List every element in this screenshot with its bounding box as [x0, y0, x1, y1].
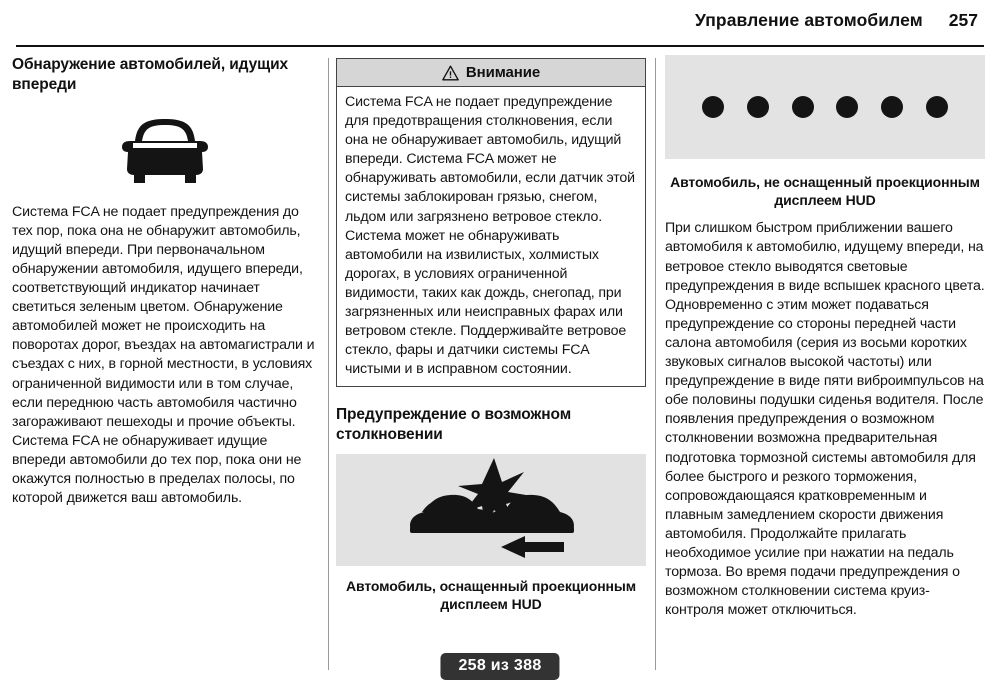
- column-divider-left: [328, 58, 329, 670]
- page-title: Управление автомобилем: [694, 10, 923, 30]
- warning-box-body: [337, 87, 645, 386]
- warning-box-label: Внимание: [465, 64, 541, 81]
- hud-dot: [747, 96, 769, 118]
- front-car-figure: [12, 109, 317, 191]
- front-car-icon: [110, 113, 220, 187]
- hud-indicator-figure: [665, 55, 985, 159]
- hud-dot: [926, 96, 948, 118]
- hud-dot: [792, 96, 814, 118]
- page-content: [0, 55, 1000, 655]
- page-number: 257: [948, 10, 978, 30]
- right-figure-caption: Автомобиль, не оснащенный проекционным дисплеем HUD: [670, 174, 980, 209]
- middle-section-heading: Предупреждение о возможном столкновении: [336, 406, 572, 444]
- warning-box-header: [337, 59, 645, 87]
- column-divider-right: [655, 58, 656, 670]
- hud-dot: [836, 96, 858, 118]
- left-section-heading: Обнаружение автомобилей, идущих впереди: [12, 56, 289, 93]
- hud-dot: [881, 96, 903, 118]
- right-column: [665, 55, 985, 620]
- right-body-text: При слишком быстром приближении вашего автомобиля к автомобилю, идущему впереди, на ветровое стекло выводятся световые предупреждения в виде вспышек красного цвета. Одновременно с этим может подаваться предупреждение со стороны передней части салона автомобиля (серия из восьми коротких звуковых сигналов высокой частоты) или предупреждение в виде пяти виброимпульсов на обе половины подушки сиденья водителя. После появления предупреждения о возможном столкновении возможна предварительная подготовка тормозной системы автомобиля для более быстрого и резкого торможения, сопровождающаяся кратковременным и плавным замедлением скорости движения автомобиля. Продолжайте прилагать необходимое усилие при нажатии на педаль тормоза. Во время подачи предупреждения о возможном столкновении система круиз-контроля может отключиться.: [665, 220, 985, 619]
- page-header: [0, 0, 1000, 47]
- warning-triangle-icon: [442, 65, 459, 81]
- header-inner: [695, 10, 978, 31]
- page-indicator-badge: 258 из 388: [440, 653, 559, 680]
- collision-warning-figure: [336, 454, 646, 566]
- header-divider-rule: [16, 45, 984, 47]
- warning-body-text: Система FCA не подает предупреждение для предотвращения столкновения, если она не обнаруживает автомобиль, идущий впереди. Система FCA может не обнаруживать автомобили, если датчик этой системы заблокирован грязью, снегом, льдом или загрязнено ветровое стекло. Система может не обнаруживать автомобили на извилистых, холмистых дорогах, в условиях ограниченной видимости, таких как дождь, снегопад, при загрязненных или неисправных фарах или ветровом стекле. Поддерживайте ветровое стекло, фары и датчики системы FCA чистыми и в исправном состоянии.: [345, 94, 635, 378]
- left-body-text: Система FCA не подает предупреждения до тех пор, пока она не обнаружит автомобиль, идущий впереди. При первоначальном обнаружении автомобиля, идущего впереди, соответствующий индикатор начинает светиться зеленым цветом. Обнаружение автомобилей может не происходить на поворотах дорог, въездах на автомагистрали и съездах с них, в горной местности, в условиях ограниченной видимости или в том случае, если переднюю часть автомобиля частично загораживают пешеходы и прочие объекты. Система FCA не обнаруживает идущие впереди автомобили до тех пор, пока они не окажутся полностью в пределах полосы, по которой движется ваш автомобиль.: [12, 203, 315, 507]
- middle-column: [336, 55, 646, 613]
- left-column: [12, 55, 317, 508]
- collision-warning-hud-icon: [336, 454, 646, 566]
- middle-figure-caption: Автомобиль, оснащенный проекционным дисплеем HUD: [345, 578, 637, 613]
- hud-dot: [702, 96, 724, 118]
- warning-box: [336, 58, 646, 387]
